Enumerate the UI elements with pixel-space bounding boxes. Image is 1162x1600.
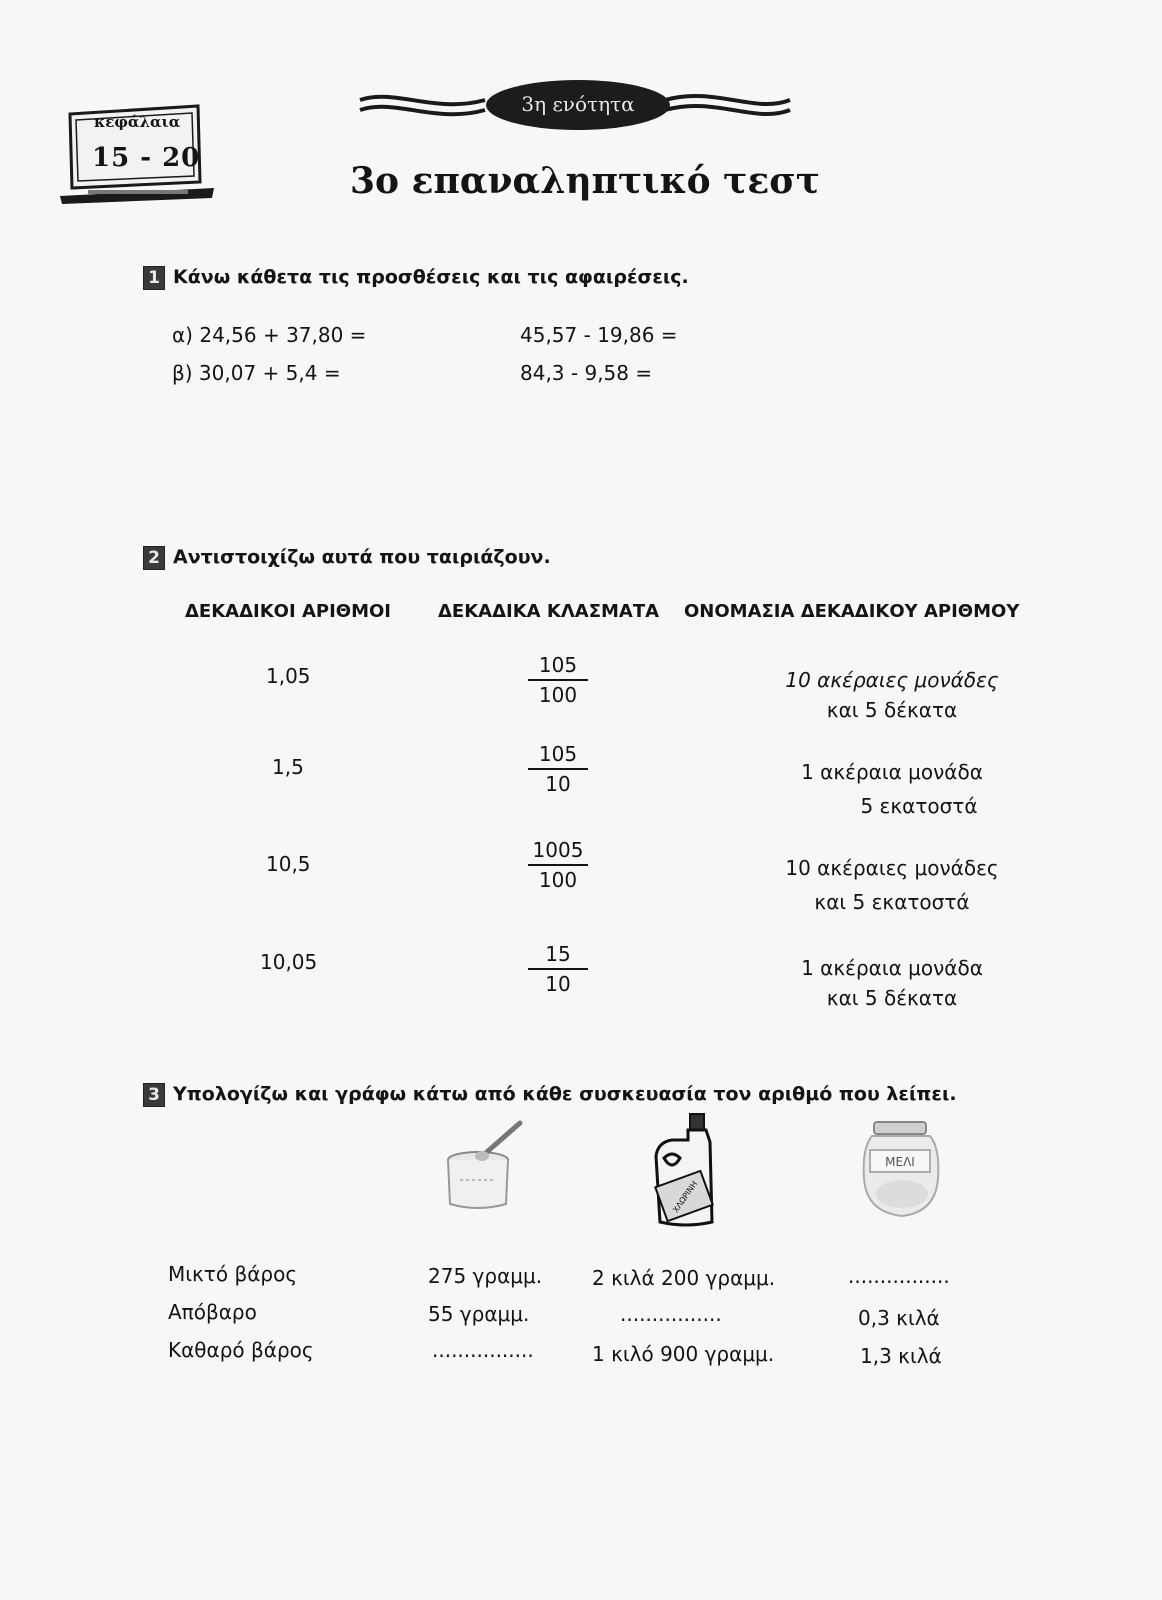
badge-chapter-range: 15 - 20 bbox=[92, 143, 201, 173]
decimal-name-line: 1 ακέραια μονάδα bbox=[801, 760, 983, 784]
decimal-item: 1,05 bbox=[266, 664, 311, 688]
exercise-a-right: 45,57 - 19,86 = bbox=[520, 323, 678, 347]
fraction-denominator: 100 bbox=[538, 683, 578, 707]
section-3-number: 3 bbox=[143, 1083, 165, 1107]
section-1-heading-text: Κάνω κάθετα τις προσθέσεις και τις αφαιρέσεις. bbox=[173, 266, 689, 288]
fraction-denominator: 10 bbox=[545, 772, 571, 796]
section-2-heading-text: Αντιστοιχίζω αυτά που ταιριάζουν. bbox=[173, 546, 551, 568]
jar-with-spoon-icon bbox=[440, 1118, 540, 1218]
bleach-bottle-label: ΧΛΩΡΙΝΗ bbox=[671, 1179, 700, 1215]
decimal-name-item bbox=[752, 953, 1032, 1013]
fraction-denominator: 10 bbox=[545, 972, 571, 996]
decimal-name-item bbox=[752, 757, 1032, 821]
section-3-heading bbox=[143, 1083, 957, 1107]
bleach-bottle-icon bbox=[650, 1112, 720, 1230]
row-label-tare: Απόβαρο bbox=[168, 1300, 257, 1324]
decimal-name-line: και 5 εκατοστά bbox=[814, 890, 970, 914]
page-title: 3ο επαναληπτικό τεστ bbox=[349, 160, 821, 202]
section-2-number: 2 bbox=[143, 546, 165, 570]
exercise-b-right: 84,3 - 9,58 = bbox=[520, 361, 653, 385]
product-1-net-weight-blank: ................ bbox=[432, 1338, 534, 1362]
fraction-numerator: 1005 bbox=[528, 838, 588, 866]
product-3-gross-weight-blank: ................ bbox=[848, 1264, 950, 1288]
product-2-gross-weight: 2 κιλά 200 γραμμ. bbox=[592, 1266, 776, 1290]
product-2-tare-blank: ................ bbox=[620, 1302, 722, 1326]
product-2-net-weight: 1 κιλό 900 γραμμ. bbox=[592, 1342, 775, 1366]
decimal-item: 1,5 bbox=[272, 755, 304, 779]
fraction-numerator: 105 bbox=[528, 653, 588, 681]
fraction-item bbox=[528, 742, 588, 796]
unit-label: 3η ενότητα bbox=[521, 92, 635, 116]
fraction-item bbox=[528, 653, 588, 707]
decimal-name-line: 5 εκατοστά bbox=[860, 794, 978, 818]
column-header-names: ΟΝΟΜΑΣΙΑ ΔΕΚΑΔΙΚΟΥ ΑΡΙΘΜΟΥ bbox=[684, 601, 1020, 622]
column-header-decimals: ΔΕΚΑΔΙΚΟΙ ΑΡΙΘΜΟΙ bbox=[185, 601, 391, 622]
fraction-denominator: 100 bbox=[538, 868, 578, 892]
decimal-item: 10,05 bbox=[260, 950, 318, 974]
badge-label: κεφάλαια bbox=[94, 113, 181, 131]
fraction-numerator: 15 bbox=[528, 942, 588, 970]
exercise-b-left: β) 30,07 + 5,4 = bbox=[172, 361, 341, 385]
decimal-name-line: 10 ακέραιες μονάδες bbox=[785, 668, 999, 692]
honey-jar-label: ΜΕΛΙ bbox=[885, 1155, 915, 1169]
decimal-item: 10,5 bbox=[266, 852, 311, 876]
row-label-net-weight: Καθαρό βάρος bbox=[168, 1338, 314, 1362]
fraction-numerator: 105 bbox=[528, 742, 588, 770]
product-1-gross-weight: 275 γραμμ. bbox=[428, 1264, 543, 1288]
honey-jar-icon bbox=[860, 1118, 942, 1222]
section-1-heading bbox=[143, 266, 689, 290]
section-3-heading-text: Υπολογίζω και γράφω κάτω από κάθε συσκευασία τον αριθμό που λείπει. bbox=[173, 1083, 957, 1105]
row-label-gross-weight: Μικτό βάρος bbox=[168, 1262, 298, 1286]
product-3-tare: 0,3 κιλά bbox=[858, 1306, 940, 1330]
fraction-item bbox=[528, 838, 588, 892]
decimal-name-line: και 5 δέκατα bbox=[826, 698, 958, 722]
column-header-fractions: ΔΕΚΑΔΙΚΑ ΚΛΑΣΜΑΤΑ bbox=[438, 601, 660, 622]
exercise-a-left: α) 24,56 + 37,80 = bbox=[172, 323, 367, 347]
decimal-name-line: 1 ακέραια μονάδα bbox=[801, 956, 983, 980]
decimal-name-item bbox=[752, 853, 1032, 917]
product-1-tare: 55 γραμμ. bbox=[428, 1302, 530, 1326]
fraction-item bbox=[528, 942, 588, 996]
decimal-name-item bbox=[752, 665, 1032, 725]
decimal-name-line: 10 ακέραιες μονάδες bbox=[785, 856, 999, 880]
section-2-heading bbox=[143, 546, 551, 570]
decimal-name-line: και 5 δέκατα bbox=[826, 986, 958, 1010]
product-3-net-weight: 1,3 κιλά bbox=[860, 1344, 942, 1368]
section-1-number: 1 bbox=[143, 266, 165, 290]
